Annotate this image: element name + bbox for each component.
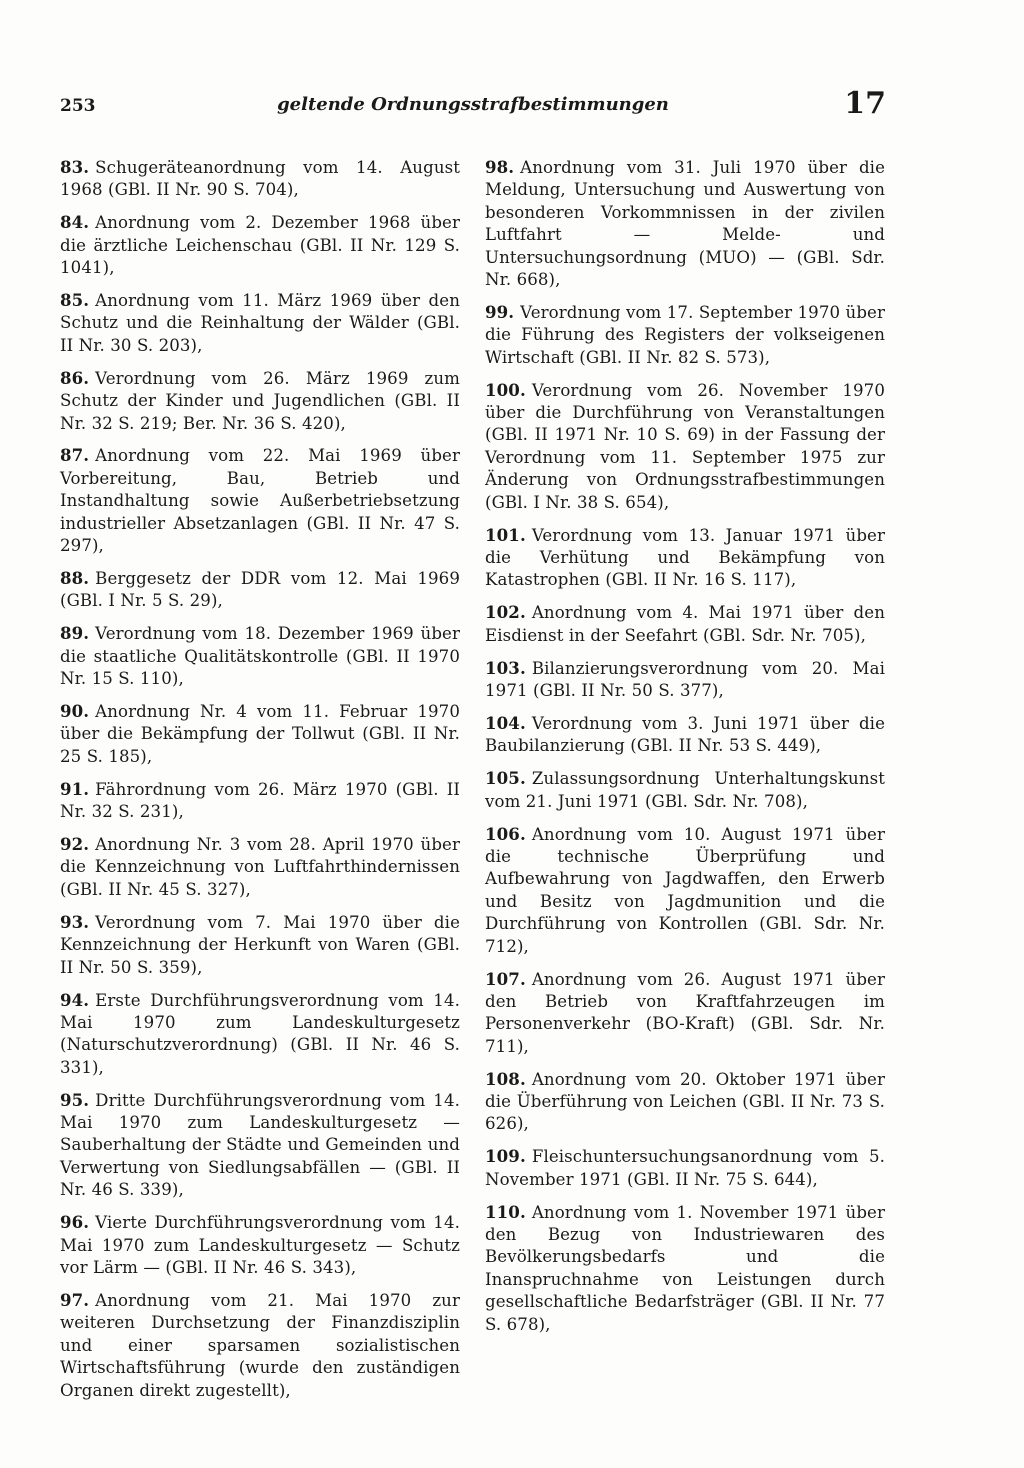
list-item bbox=[60, 156, 460, 202]
entry-text: Anordnung vom 1. November 1971 über den Bezug von Industriewaren des Bevölkerungsbedarfs und die Inanspruchnahme von Leistungen durch gesellschaftliche Bedarfsträger (GBl. II Nr. 77 S. 678), bbox=[485, 1202, 885, 1334]
section-number: 17 bbox=[844, 86, 886, 121]
entry-text: Anordnung vom 11. März 1969 über den Schutz und die Reinhaltung der Wälder (GBl. II Nr. 30 S. 203), bbox=[60, 291, 460, 355]
entry-number: 98. bbox=[485, 157, 515, 177]
entry-number: 97. bbox=[60, 1289, 90, 1310]
list-item bbox=[485, 524, 885, 592]
list-item bbox=[60, 622, 460, 690]
list-item bbox=[485, 156, 885, 291]
entry-number: 86. bbox=[60, 367, 90, 388]
entry-number: 88. bbox=[60, 568, 90, 588]
entry-number: 101. bbox=[485, 524, 526, 545]
entry-text: Anordnung vom 22. Mai 1969 über Vorbereitung, Bau, Betrieb und Instandhaltung sowie Außerbetriebsetzung industrieller Absetzanlagen (GBl. II Nr. 47 S. 297), bbox=[60, 446, 460, 556]
list-item bbox=[60, 911, 460, 979]
entry-number: 83. bbox=[60, 157, 90, 177]
entry-number: 93. bbox=[60, 911, 90, 932]
entry-text: Anordnung vom 26. August 1971 über den Betrieb von Kraftfahrzeugen im Personenverkehr (BO-Kraft) (GBl. Sdr. Nr. 711), bbox=[485, 969, 885, 1056]
entry-text: Anordnung vom 20. Oktober 1971 über die Überführung von Leichen (GBl. II Nr. 73 S. 626), bbox=[485, 1069, 885, 1134]
list-item bbox=[485, 379, 885, 514]
list-item bbox=[60, 778, 460, 824]
entry-text: Zulassungsordnung Unterhaltungskunst vom 21. Juni 1971 (GBl. Sdr. Nr. 708), bbox=[485, 769, 885, 811]
page-number: 253 bbox=[60, 96, 96, 116]
entry-number: 100. bbox=[485, 379, 526, 400]
entry-text: Anordnung vom 31. Juli 1970 über die Meldung, Untersuchung und Auswertung von besonderen Vorkommnissen in der zivilen Luftfahrt — Melde- und Untersuchungsordnung (MUO) — (GBl. Sdr. Nr. 668), bbox=[485, 158, 885, 290]
entry-number: 109. bbox=[485, 1146, 526, 1167]
entry-text: Dritte Durchführungsverordnung vom 14. Mai 1970 zum Landeskulturgesetz — Sauberhaltung der Städte und Gemeinden und Verwertung von Siedlungsabfällen — (GBl. II Nr. 46 S. 339), bbox=[60, 1090, 460, 1200]
left-column bbox=[60, 156, 460, 1411]
entry-text: Anordnung Nr. 3 vom 28. April 1970 über die Kennzeichnung von Luftfahrthindernissen (GBl. II Nr. 45 S. 327), bbox=[60, 835, 460, 899]
list-item bbox=[485, 1201, 885, 1336]
entry-number: 106. bbox=[485, 823, 526, 844]
entry-text: Fleischuntersuchungsanordnung vom 5. November 1971 (GBl. II Nr. 75 S. 644), bbox=[485, 1147, 885, 1189]
entry-text: Anordnung vom 10. August 1971 über die technische Überprüfung und Aufbewahrung von Jagdwaffen, den Erwerb und Besitz von Jagdmunition und die Durchführung von Kontrollen (GBl. Sdr. Nr. 712), bbox=[485, 824, 885, 956]
entry-text: Verordnung vom 18. Dezember 1969 über die staatliche Qualitätskontrolle (GBl. II 1970 Nr. 15 S. 110), bbox=[60, 624, 460, 689]
list-item bbox=[485, 301, 885, 369]
entry-number: 85. bbox=[60, 290, 90, 311]
entry-number: 110. bbox=[485, 1201, 526, 1222]
list-item bbox=[60, 367, 460, 435]
page-header bbox=[60, 86, 886, 126]
entry-text: Bilanzierungsverordnung vom 20. Mai 1971 (GBl. II Nr. 50 S. 377), bbox=[485, 658, 885, 701]
entry-number: 108. bbox=[485, 1068, 526, 1089]
entry-number: 95. bbox=[60, 1089, 90, 1110]
entry-number: 89. bbox=[60, 623, 90, 644]
entry-number: 87. bbox=[60, 445, 90, 466]
list-item bbox=[60, 444, 460, 557]
entry-number: 107. bbox=[485, 968, 526, 989]
list-item bbox=[485, 823, 885, 958]
entry-text: Schugeräteanordnung vom 14. August 1968 (GBl. II Nr. 90 S. 704), bbox=[60, 158, 460, 200]
list-item bbox=[485, 712, 885, 758]
entry-text: Verordnung vom 26. März 1969 zum Schutz der Kinder und Jugendlichen (GBl. II Nr. 32 S. 219; Ber. Nr. 36 S. 420), bbox=[60, 368, 460, 433]
right-column bbox=[485, 156, 885, 1346]
entry-text: Anordnung vom 2. Dezember 1968 über die ärztliche Leichenschau (GBl. II Nr. 129 S. 1041), bbox=[60, 213, 460, 278]
entry-text: Verordnung vom 13. Januar 1971 über die Verhütung und Bekämpfung von Katastrophen (GBl. II Nr. 16 S. 117), bbox=[485, 525, 885, 590]
entry-text: Verordnung vom 3. Juni 1971 über die Baubilanzierung (GBl. II Nr. 53 S. 449), bbox=[485, 713, 885, 756]
list-item bbox=[485, 968, 885, 1059]
entry-text: Anordnung vom 21. Mai 1970 zur weiteren Durchsetzung der Finanzdisziplin und einer sparsamen sozialistischen Wirtschaftsführung (wurde den zuständigen Organen direkt zugestellt), bbox=[60, 1290, 460, 1400]
list-item bbox=[60, 289, 460, 357]
entry-number: 96. bbox=[60, 1212, 90, 1233]
entry-text: Anordnung Nr. 4 vom 11. Februar 1970 über die Bekämpfung der Tollwut (GBl. II Nr. 25 S. 185), bbox=[60, 702, 460, 766]
entry-text: Verordnung vom 26. November 1970 über die Durchführung von Veranstaltungen (GBl. II 1971 Nr. 10 S. 69) in der Fassung der Verordnung vom 11. September 1975 zur Änderung von Ordnungsstrafbestimmungen (GBl. I Nr. 38 S. 654), bbox=[485, 380, 885, 512]
list-item bbox=[60, 989, 460, 1080]
entry-number: 90. bbox=[60, 701, 90, 722]
entry-number: 92. bbox=[60, 834, 90, 855]
entry-text: Verordnung vom 7. Mai 1970 über die Kennzeichnung der Herkunft von Waren (GBl. II Nr. 50 S. 359), bbox=[60, 912, 460, 977]
entry-text: Vierte Durchführungsverordnung vom 14. Mai 1970 zum Landeskulturgesetz — Schutz vor Lärm — (GBl. II Nr. 46 S. 343), bbox=[60, 1213, 460, 1277]
entry-text: Fährordnung vom 26. März 1970 (GBl. II Nr. 32 S. 231), bbox=[60, 779, 460, 822]
list-item bbox=[60, 833, 460, 901]
entry-text: Anordnung vom 4. Mai 1971 über den Eisdienst in der Seefahrt (GBl. Sdr. Nr. 705), bbox=[485, 603, 885, 645]
entry-text: Erste Durchführungsverordnung vom 14. Mai 1970 zum Landeskulturgesetz (Naturschutzverordnung) (GBl. II Nr. 46 S. 331), bbox=[60, 990, 460, 1077]
list-item bbox=[485, 1145, 885, 1191]
list-item bbox=[60, 567, 460, 613]
list-item bbox=[60, 1211, 460, 1279]
entry-number: 94. bbox=[60, 989, 90, 1010]
list-item bbox=[485, 657, 885, 703]
list-item bbox=[60, 211, 460, 279]
entry-number: 105. bbox=[485, 768, 526, 789]
list-item bbox=[60, 1289, 460, 1402]
entry-number: 84. bbox=[60, 212, 90, 233]
list-item bbox=[60, 700, 460, 768]
entry-number: 99. bbox=[485, 301, 515, 322]
entry-number: 103. bbox=[485, 657, 526, 678]
list-item bbox=[485, 601, 885, 647]
entry-text: Berggesetz der DDR vom 12. Mai 1969 (GBl. I Nr. 5 S. 29), bbox=[60, 569, 460, 611]
list-item bbox=[60, 1089, 460, 1202]
running-title: geltende Ordnungsstrafbestimmungen bbox=[277, 94, 669, 115]
entry-number: 91. bbox=[60, 778, 90, 799]
list-item bbox=[485, 767, 885, 813]
entry-text: Verordnung vom 17. September 1970 über die Führung des Registers der volkseigenen Wirtschaft (GBl. II Nr. 82 S. 573), bbox=[485, 302, 885, 367]
entry-number: 104. bbox=[485, 712, 526, 733]
entry-number: 102. bbox=[485, 602, 526, 623]
list-item bbox=[485, 1068, 885, 1136]
